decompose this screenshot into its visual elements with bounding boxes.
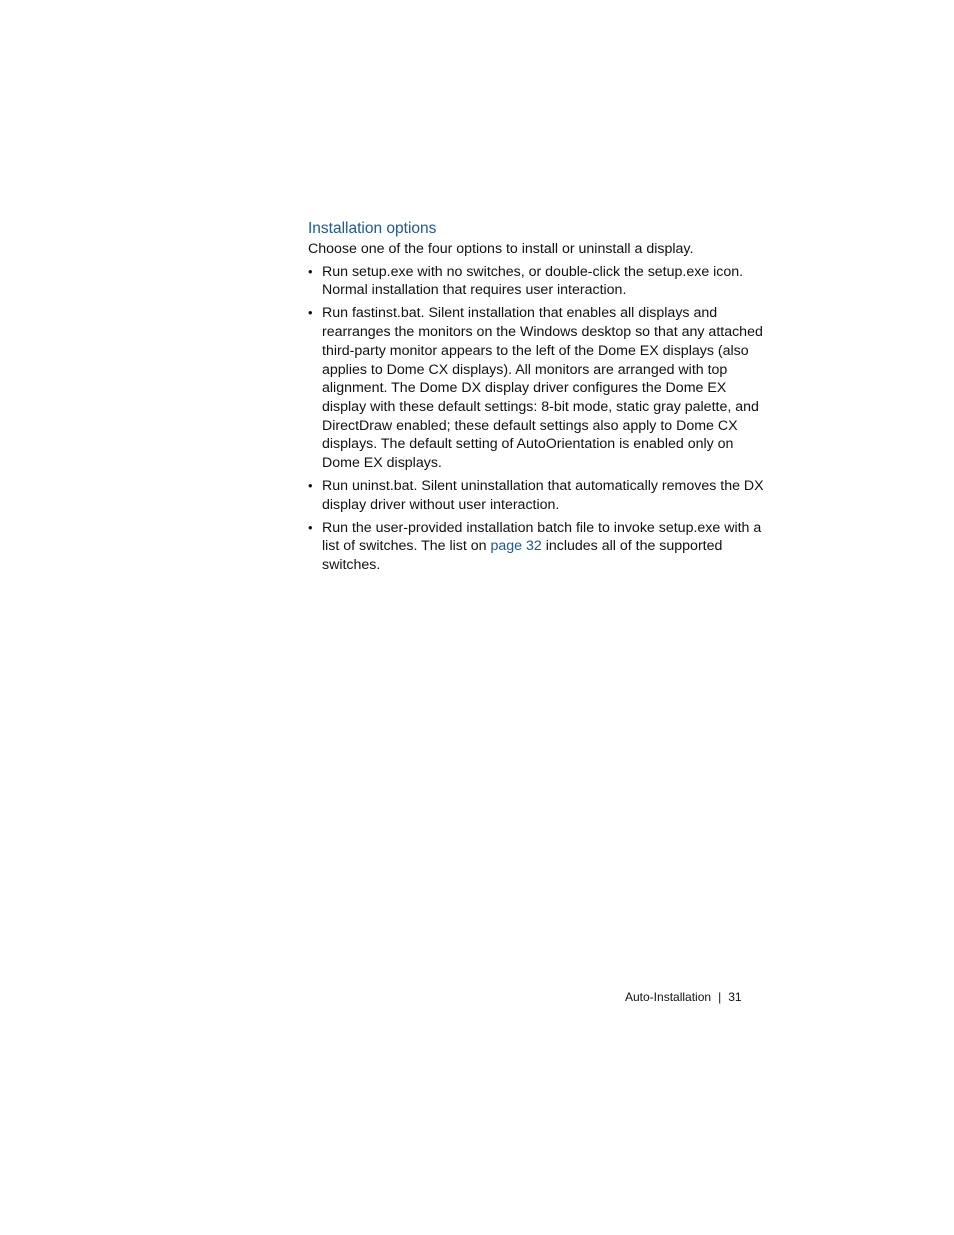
option-text-after-link: includes all of the supported switches.: [322, 538, 723, 574]
page-number: 31: [728, 990, 742, 1004]
list-item: [308, 263, 764, 300]
option-text: Run setup.exe with no switches, or double-click the setup.exe icon. Normal installation that requires user interaction.: [322, 263, 744, 299]
document-body: [308, 219, 764, 579]
page-reference-link[interactable]: page 32: [490, 538, 542, 555]
bullet-icon: •: [308, 263, 313, 279]
installation-options-list: [308, 263, 764, 575]
bullet-icon: •: [308, 519, 313, 535]
list-item: [308, 477, 764, 514]
intro-paragraph: Choose one of the four options to install or uninstall a display.: [308, 241, 694, 257]
footer-section-name: Auto-Installation: [625, 990, 712, 1004]
bullet-icon: •: [308, 478, 313, 494]
bullet-icon: •: [308, 305, 313, 321]
option-text: Run fastinst.bat. Silent installation that enables all displays and rearranges the monitors on the Windows desktop so that any attached third-party monitor appears to the left of the Dome EX displays (also applies to Dome CX displays). All monitors are arranged with top alignment. The Dome DX display driver configures the Dome EX display with these default settings: 8-bit mode, static gray palette, and DirectDraw enabled; these default settings also apply to Dome CX displays. The default setting of AutoOrientation is enabled only on Dome EX displays.: [322, 305, 763, 472]
list-item: [308, 304, 764, 472]
option-text: Run uninst.bat. Silent uninstallation that automatically removes the DX display driver without user interaction.: [322, 478, 764, 513]
list-item: [308, 519, 764, 575]
footer-separator: |: [718, 990, 722, 1004]
option-text-before-link: Run the user-provided installation batch file to invoke setup.exe with a list of switches. The list on: [322, 519, 762, 555]
page-footer: [625, 989, 742, 1005]
section-heading: Installation options: [308, 220, 437, 237]
